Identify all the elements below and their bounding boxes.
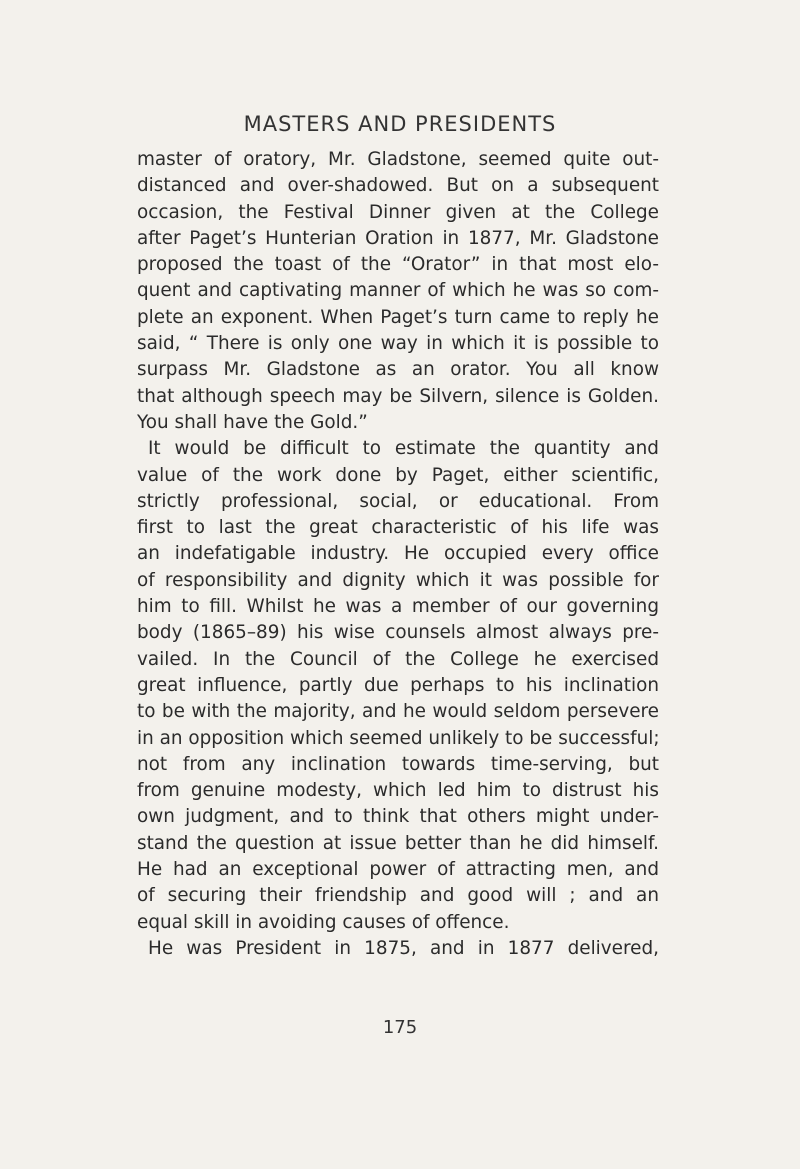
text-line: said, “ There is only one way in which it is possible to [137,333,659,355]
text-line: of securing their friendship and good will ; and an [137,885,659,907]
text-line: that although speech may be Silvern, silence is Golden. [137,385,659,407]
text-line: You shall have the Gold.” [137,411,368,433]
text-line: body (1865–89) his wise counsels almost always pre- [137,622,659,644]
text-line: master of oratory, Mr. Gladstone, seemed quite out- [137,149,659,170]
text-line: in an opposition which seemed unlikely to be successful; [137,727,660,749]
text-line: an indefatigable industry. He occupied every office [137,543,659,565]
page-number: 175 [382,1017,418,1038]
text-line: first to last the great characteristic of his life was [137,517,659,539]
text-line: quent and captivating manner of which he was so com- [137,280,659,302]
text-line: from genuine modesty, which led him to distrust his [137,780,659,802]
text-line: He was President in 1875, and in 1877 delivered, [148,937,659,959]
text-line: of responsibility and dignity which it was possible for [137,569,659,591]
text-line: value of the work done by Paget, either scientific, [137,464,659,486]
text-line: vailed. In the Council of the College he exercised [137,648,659,670]
text-line: equal skill in avoiding causes of offence. [137,911,510,933]
body-text [137,147,659,962]
text-line: strictly professional, social, or educational. From [137,490,659,512]
text-line: surpass Mr. Gladstone as an orator. You all know [137,359,659,381]
text-line: distanced and over-shadowed. But on a subsequent [137,175,659,197]
running-head: MASTERS AND PRESIDENTS [243,112,557,136]
text-line: plete an exponent. When Paget’s turn came to reply he [137,306,659,328]
text-line: He had an exceptional power of attracting men, and [137,859,659,881]
text-line: stand the question at issue better than he did himself. [137,832,659,854]
text-line: him to fill. Whilst he was a member of our governing [137,596,659,618]
text-line: not from any inclination towards time-serving, but [137,753,659,775]
text-line: occasion, the Festival Dinner given at the College [137,201,659,223]
text-line: own judgment, and to think that others might under- [137,806,659,828]
text-line: proposed the toast of the “Orator” in that most elo- [137,254,659,276]
text-line: great influence, partly due perhaps to his inclination [137,674,659,696]
text-line: after Paget’s Hunterian Oration in 1877, Mr. Gladstone [137,227,659,249]
text-line: It would be difficult to estimate the quantity and [148,438,659,460]
text-line: to be with the majority, and he would seldom persevere [137,701,659,723]
